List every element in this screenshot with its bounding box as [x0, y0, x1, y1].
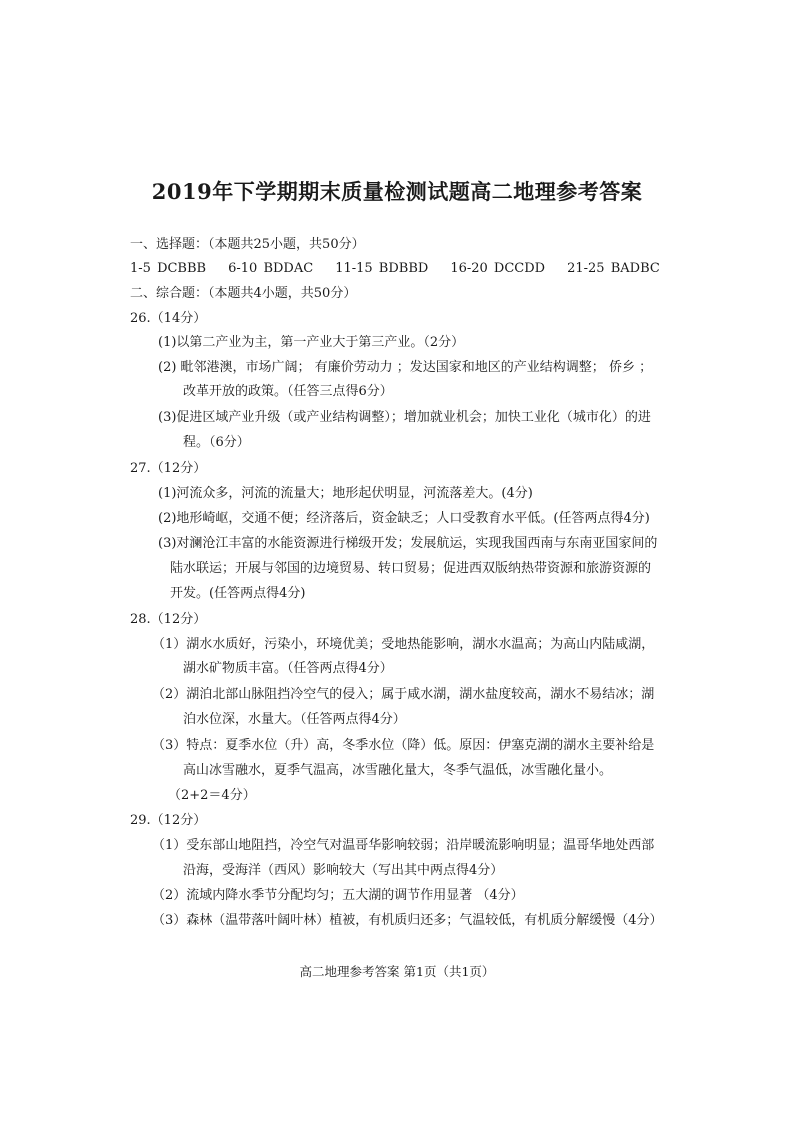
question-header: 26.（14分）: [130, 311, 207, 326]
answer-line: （3）森林（温带落叶阔叶林）植被，有机质归还多；气温较低，有机质分解缓慢（4分）: [152, 913, 663, 928]
answer-group: 16-20 DCCDD: [450, 261, 546, 276]
answer-line: 高山冰雪融水，夏季气温高，冰雪融化量大，冬季气温低，冰雪融化量小。: [183, 763, 613, 778]
answer-line: （1）湖水水质好，污染小，环境优美；受地热能影响，湖水水温高；为高山内陆咸湖，: [152, 637, 655, 652]
question-header: 29.（12分）: [130, 813, 207, 828]
answer-line: (2)地形崎岖，交通不便；经济落后，资金缺乏；人口受教育水平低。(任答两点得4分): [158, 511, 650, 526]
answer-line: 泊水位深，水量大。（任答两点得4分）: [183, 712, 406, 727]
answer-group: 6-10 BDDAC: [228, 261, 314, 276]
answer-line: 湖水矿物质丰富。（任答两点得4分）: [183, 661, 393, 676]
multiple-choice-answers: [130, 260, 682, 278]
page-title: 2019年下学期期末质量检测试题高二地理参考答案: [151, 179, 643, 204]
section2-heading: 二、综合题：（本题共4小题，共50分）: [130, 286, 357, 301]
answer-line: (3)促进区域产业升级（或产业结构调整）；增加就业机会；加快工业化（城市化）的进: [158, 410, 651, 425]
answer-line: (1)以第二产业为主，第一产业大于第三产业。（2分）: [158, 335, 465, 350]
answer-group: 11-15 BDBBD: [335, 261, 429, 276]
answer-line: （2+2＝4分）: [168, 788, 256, 803]
answer-line: （2）流域内降水季节分配均匀；五大湖的调节作用显著 （4分）: [152, 888, 524, 903]
answer-line: (2) 毗邻港澳，市场广阔； 有廉价劳动力 ；发达国家和地区的产业结构调整； 侨乡 ；: [158, 360, 653, 375]
answer-line: 陆水联运；开展与邻国的边境贸易、转口贸易；促进西双版纳热带资源和旅游资源的: [170, 561, 652, 576]
question-header: 28.（12分）: [130, 612, 207, 627]
page-footer: 高二地理参考答案 第1页（共1页）: [299, 964, 495, 979]
answer-line: 程。（6分）: [183, 435, 250, 450]
answer-group: 1-5 DCBBB: [130, 261, 207, 276]
answer-line: (3)对澜沧江丰富的水能资源进行梯级开发；发展航运，实现我国西南与东南亚国家间的: [158, 536, 658, 551]
answer-line: （3）特点：夏季水位（升）高，冬季水位（降）低。原因：伊塞克湖的湖水主要补给是: [152, 738, 655, 753]
answer-group: 21-25 BADBC: [567, 261, 660, 276]
answer-line: （2）湖泊北部山脉阻挡冷空气的侵入；属于咸水湖，湖水盐度较高，湖水不易结冰；湖: [152, 687, 655, 702]
section1-heading: 一、选择题：（本题共25小题，共50分）: [130, 237, 365, 252]
answer-line: （1）受东部山地阻挡，冷空气对温哥华影响较弱；沿岸暖流影响明显；温哥华地处西部: [152, 838, 655, 853]
question-header: 27.（12分）: [130, 461, 207, 476]
answer-line: 开发。(任答两点得4分): [170, 586, 306, 601]
answer-line: 改革开放的政策。（任答三点得6分）: [183, 384, 393, 399]
answer-line: 沿海，受海洋（西风）影响较大（写出其中两点得4分）: [183, 863, 504, 878]
answer-line: (1)河流众多，河流的流量大；地形起伏明显，河流落差大。(4分): [158, 486, 533, 501]
